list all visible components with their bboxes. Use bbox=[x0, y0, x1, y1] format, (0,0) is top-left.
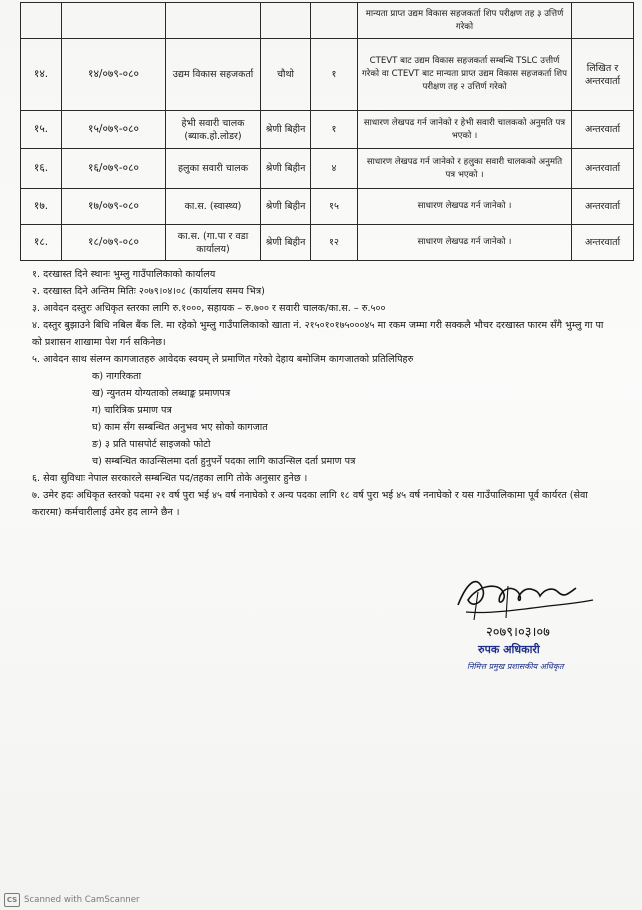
note-payment-method: ४. दस्तुर बुझाउने बिधि नबिल बैंक लि. मा रहेको भुम्लु गाउँपालिकाको खाता नं. २१५०१०१७५०००४५ मा रकम जम्मा गरी सक्कलै भौचर दरखास्त फारम सँगै भुम्लु गा पा को प्रशासन शाखामा पेश गर्न सकिनेछ। bbox=[32, 320, 604, 348]
serial-cell: १७. bbox=[21, 189, 62, 225]
serial-cell: १५. bbox=[21, 111, 62, 149]
requirement-cell: मान्यता प्राप्त उद्यम विकास सहजकर्ता शिप परीक्षण तह ३ उत्तिर्ण गरेको bbox=[358, 3, 572, 39]
table-row bbox=[21, 225, 634, 261]
count-cell: १ bbox=[311, 111, 358, 149]
level-cell: चौथो bbox=[261, 39, 311, 111]
table-cell bbox=[166, 3, 261, 39]
exam-cell: लिखित र अन्तरवार्ता bbox=[572, 39, 634, 111]
note-benefits: ६. सेवा सुविधाः नेपाल सरकारले सम्बन्धित पद/तहका लागि तोके अनुसार हुनेछ । bbox=[32, 473, 308, 484]
ad-number-cell: १८/०७९-०८० bbox=[62, 225, 166, 261]
document-item: क) नागरिकता bbox=[92, 371, 142, 382]
serial-cell: १४. bbox=[21, 39, 62, 111]
handwritten-signature bbox=[448, 570, 608, 645]
count-cell: १५ bbox=[311, 189, 358, 225]
document-item: च) सम्बन्धित काउन्सिलमा दर्ता हुनुपर्ने पदका लागि काउन्सिल दर्ता प्रमाण पत्र bbox=[92, 456, 356, 467]
post-cell: हेभी सवारी चालक (ब्याक.हो.लोडर) bbox=[166, 111, 261, 149]
document-item: ङ) ३ प्रति पासपोर्ट साइजको फोटो bbox=[92, 439, 211, 450]
note-deadline: २. दरखास्त दिने अन्तिम मितिः २०७९।०४।०८ (कार्यालय समय भित्र) bbox=[32, 286, 265, 297]
table-cell bbox=[311, 3, 358, 39]
table-cell bbox=[62, 3, 166, 39]
note-age-limit: ७. उमेर हदः अधिकृत स्तरको पदमा २१ वर्ष पुरा भई ४५ वर्ष ननाघेको र अन्य पदका लागि १८ वर्ष पुरा भई ४५ वर्ष ननाघेको र यस गाउँपालिकामा पूर्व कार्यरत (सेवा करारमा) कर्मचारीलाई उमेर हद लाग्ने छैन । bbox=[32, 490, 588, 518]
ad-number-cell: १७/०७९-०८० bbox=[62, 189, 166, 225]
camscanner-logo-icon: CS bbox=[4, 893, 20, 907]
level-cell: श्रेणी बिहीन bbox=[261, 149, 311, 189]
ad-number-cell: १६/०७९-०८० bbox=[62, 149, 166, 189]
table-row bbox=[21, 3, 634, 39]
level-cell: श्रेणी बिहीन bbox=[261, 111, 311, 149]
note-fee: ३. आवेदन दस्तुरः अधिकृत स्तरका लागि रु.१०००, सहायक – रु.७०० र सवारी चालक/का.स. – रु.५०० bbox=[32, 303, 386, 314]
table-row bbox=[21, 111, 634, 149]
table-cell bbox=[261, 3, 311, 39]
vacancy-table bbox=[20, 2, 634, 261]
post-cell: का.स. (गा.पा र वडा कार्यालय) bbox=[166, 225, 261, 261]
camscanner-text: Scanned with CamScanner bbox=[24, 895, 140, 905]
camscanner-watermark bbox=[4, 893, 140, 907]
table-cell bbox=[21, 3, 62, 39]
instructions-list bbox=[32, 266, 612, 521]
exam-cell: अन्तरवार्ता bbox=[572, 189, 634, 225]
table-row bbox=[21, 189, 634, 225]
document-item: ग) चारित्रिक प्रमाण पत्र bbox=[92, 405, 172, 416]
officer-name: रुपक अधिकारी bbox=[478, 643, 540, 656]
exam-cell: अन्तरवार्ता bbox=[572, 225, 634, 261]
document-item: घ) काम सँग सम्बन्धित अनुभव भए सोको कागजात bbox=[92, 422, 268, 433]
exam-cell: अन्तरवार्ता bbox=[572, 149, 634, 189]
requirement-cell: साधारण लेखपढ गर्न जानेको । bbox=[358, 189, 572, 225]
table-cell bbox=[572, 3, 634, 39]
requirement-cell: CTEVT बाट उद्यम विकास सहजकर्ता सम्बन्धि TSLC उत्तीर्ण गरेको वा CTEVT बाट मान्यता प्राप्त उद्यम विकास सहजकर्ता शिप परीक्षण तह २ उत्तिर्ण गरेको bbox=[358, 39, 572, 111]
requirement-cell: साधारण लेखपढ गर्न जानेको । bbox=[358, 225, 572, 261]
post-cell: हलुका सवारी चालक bbox=[166, 149, 261, 189]
requirement-cell: साधारण लेखपढ गर्न जानेको र हलुका सवारी चालकको अनुमति पत्र भएको । bbox=[358, 149, 572, 189]
document-item: ख) न्युनतम योग्यताको लब्धाङ्क प्रमाणपत्र bbox=[92, 388, 231, 399]
post-cell: उद्यम विकास सहजकर्ता bbox=[166, 39, 261, 111]
requirement-cell: साधारण लेखपढ गर्न जानेको र हेभी सवारी चालकको अनुमति पत्र भएको । bbox=[358, 111, 572, 149]
count-cell: १ bbox=[311, 39, 358, 111]
note-application-place: १. दरखास्त दिने स्थानः भुम्लु गाउँपालिकाको कार्यालय bbox=[32, 269, 216, 280]
exam-cell: अन्तरवार्ता bbox=[572, 111, 634, 149]
officer-title: निमित्त प्रमुख प्रशासकीय अधिकृत bbox=[467, 662, 564, 671]
count-cell: १२ bbox=[311, 225, 358, 261]
serial-cell: १८. bbox=[21, 225, 62, 261]
post-cell: का.स. (स्वास्थ्य) bbox=[166, 189, 261, 225]
note-documents: ५. आवेदन साथ संलग्न कागजातहरु आवेदक स्वयम् ले प्रमाणित गरेको देहाय बमोजिम कागजातको प्रतिलिपिहरु bbox=[32, 354, 414, 365]
level-cell: श्रेणी बिहीन bbox=[261, 189, 311, 225]
ad-number-cell: १४/०७९-०८० bbox=[62, 39, 166, 111]
count-cell: ४ bbox=[311, 149, 358, 189]
ad-number-cell: १५/०७९-०८० bbox=[62, 111, 166, 149]
table-row bbox=[21, 149, 634, 189]
level-cell: श्रेणी बिहीन bbox=[261, 225, 311, 261]
serial-cell: १६. bbox=[21, 149, 62, 189]
table-row bbox=[21, 39, 634, 111]
signature-date: २०७९।०३।०७ bbox=[486, 625, 550, 640]
